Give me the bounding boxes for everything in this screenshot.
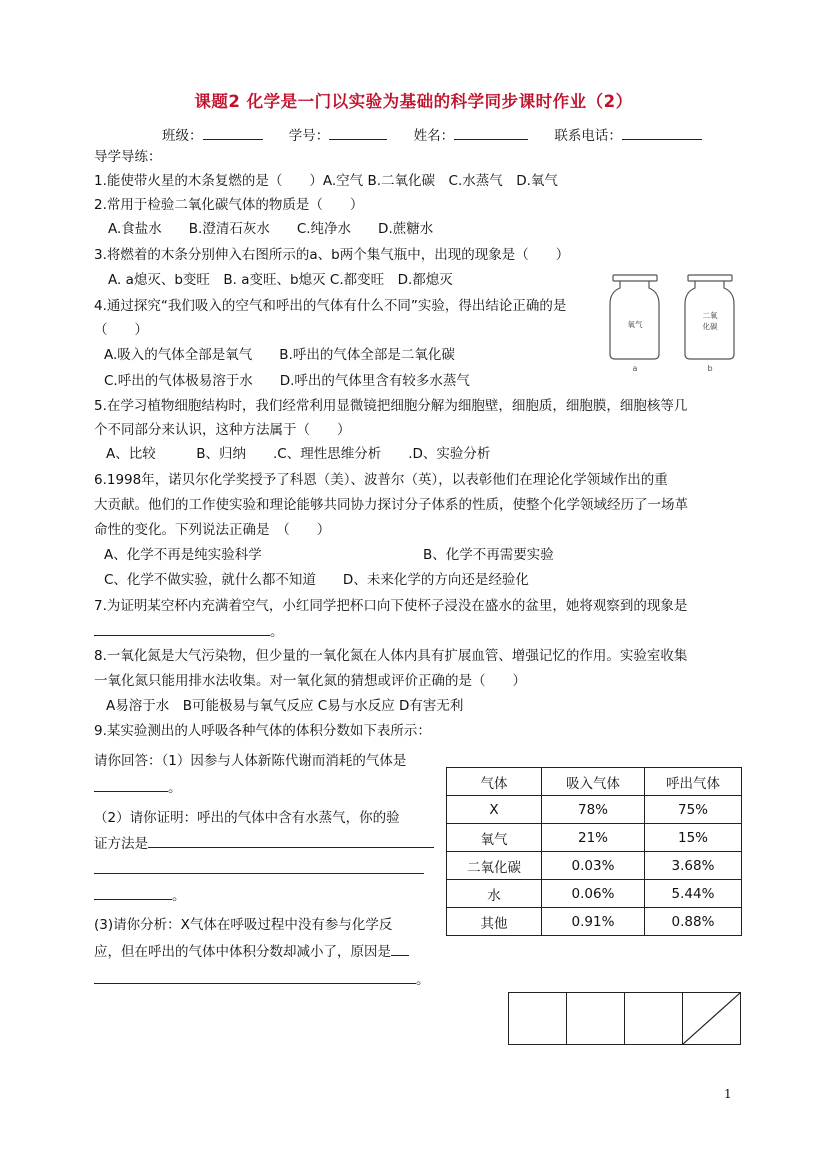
table-cell: 0.91% [542, 908, 645, 936]
bottle-a-caption: a [632, 364, 638, 373]
question-9-part3-line2 [94, 942, 409, 962]
question-9-part2-label: 证方法是 [94, 836, 148, 852]
phone-label: 联系电话： [554, 128, 622, 144]
question-2-options: A.食盐水 B.澄清石灰水 C.纯净水 D.蔗糖水 [108, 221, 434, 237]
page-title: 课题2 化学是一门以实验为基础的科学同步课时作业（2） [194, 92, 633, 111]
question-9-part2-line3 [94, 860, 424, 880]
question-8-line2: 一氧化氮只能用排水法收集。对一氧化氮的猜想或评价正确的是（ ） [94, 673, 526, 689]
table-header-cell: 吸入气体 [542, 768, 645, 796]
question-6-option-b: B、化学不再需要实验 [423, 547, 554, 563]
score-box [508, 992, 741, 1045]
question-3: 3.将燃着的木条分别伸入右图所示的a、b两个集气瓶中，出现的现象是（ ） [94, 247, 570, 263]
question-5-line1: 5.在学习植物细胞结构时，我们经常利用显微镜把细胞分解为细胞壁，细胞质，细胞膜，细胞核等几 [94, 398, 688, 414]
gas-composition-table [446, 767, 742, 936]
bottle-b-caption: b [707, 364, 713, 373]
score-cell-diagonal[interactable] [683, 993, 741, 1045]
page-number: 1 [724, 1087, 732, 1101]
table-cell: 0.03% [542, 852, 645, 880]
table-row [447, 852, 742, 880]
table-header-cell: 呼出气体 [645, 768, 742, 796]
question-9-part3-line1: (3)请你分析：X气体在呼吸过程中没有参与化学反 [94, 917, 393, 933]
question-9-part2-line4 [94, 886, 186, 906]
question-9-part3-line3 [94, 970, 430, 990]
question-9-part3-blank[interactable] [391, 942, 409, 956]
number-field[interactable] [329, 125, 387, 140]
student-info-line [162, 125, 724, 146]
question-9-part2-line1: （2）请你证明：呼出的气体中含有水蒸气，你的验 [94, 810, 400, 826]
gas-bottles-figure [606, 272, 736, 377]
score-cell[interactable] [567, 993, 625, 1045]
question-9-part2-line2 [94, 834, 434, 854]
bottle-a-label: 氧气 [627, 320, 643, 329]
table-cell: 5.44% [645, 880, 742, 908]
question-7-answer-blank[interactable] [94, 622, 270, 636]
question-9-part3-label: 应，但在呼出的气体中体积分数却减小了，原因是 [94, 944, 391, 960]
table-row [447, 796, 742, 824]
table-cell: 78% [542, 796, 645, 824]
section-heading: 导学导练： [94, 149, 162, 165]
question-2: 2.常用于检验二氧化碳气体的物质是（ ） [94, 197, 364, 213]
table-cell: 0.88% [645, 908, 742, 936]
question-9-part1-period: 。 [168, 780, 182, 796]
table-cell: 氧气 [447, 824, 542, 852]
question-7-period: 。 [270, 624, 284, 640]
question-9-part1: 请你回答：（1）因参与人体新陈代谢而消耗的气体是 [94, 753, 407, 769]
score-cell[interactable] [625, 993, 683, 1045]
table-row [447, 824, 742, 852]
question-6-line3: 命性的变化。下列说法正确是 （ ） [94, 522, 331, 538]
table-cell: 水 [447, 880, 542, 908]
table-cell: 21% [542, 824, 645, 852]
question-9: 9.某实验测出的人呼吸各种气体的体积分数如下表所示： [94, 723, 431, 739]
question-9-part3-blank-2[interactable] [94, 970, 416, 984]
table-cell: X [447, 796, 542, 824]
table-header-row [447, 768, 742, 796]
table-cell: 其他 [447, 908, 542, 936]
question-5-line2: 个不同部分来认识，这种方法属于（ ） [94, 422, 351, 438]
bottle-a [610, 275, 659, 359]
score-cell[interactable] [509, 993, 567, 1045]
table-row [447, 908, 742, 936]
number-label: 学号： [288, 128, 330, 144]
question-9-part1-blank[interactable] [94, 778, 168, 792]
phone-field[interactable] [622, 125, 702, 140]
question-1: 1.能使带火星的木条复燃的是（ ）A.空气 B.二氧化碳 C.水蒸气 D.氧气 [94, 173, 558, 189]
question-3-options: A. a熄灭、b变旺 B. a变旺、b熄灭 C.都变旺 D.都熄灭 [108, 272, 453, 288]
table-cell: 3.68% [645, 852, 742, 880]
bottle-b-label-line2: 化碳 [702, 322, 718, 331]
class-field[interactable] [203, 125, 263, 140]
question-6-line2: 大贡献。他们的工作使实验和理论能够共同协力探讨分子体系的性质，使整个化学领域经历了一场革 [94, 497, 688, 513]
class-label: 班级： [162, 128, 203, 144]
table-row [447, 880, 742, 908]
question-9-part3-period: 。 [416, 972, 430, 988]
question-6-options-cd: C、化学不做实验，就什么都不知道 D、未来化学的方向还是经验化 [104, 572, 529, 588]
question-9-part2-period: 。 [172, 888, 186, 904]
table-cell: 15% [645, 824, 742, 852]
question-7-answer-line [94, 622, 284, 642]
diagonal-line [683, 993, 740, 1044]
question-7: 7.为证明某空杯内充满着空气，小红同学把杯口向下使杯子浸没在盛水的盆里，她将观察到的现象是 [94, 598, 688, 614]
question-8-line1: 8.一氧化氮是大气污染物，但少量的一氧化氮在人体内具有扩展血管、增强记忆的作用。实验室收集 [94, 648, 688, 664]
question-4-options-cd: C.呼出的气体极易溶于水 D.呼出的气体里含有较多水蒸气 [104, 373, 470, 389]
question-9-part2-blank-2[interactable] [94, 860, 424, 874]
question-4: 4.通过探究“我们吸入的空气和呼出的气体有什么不同”实验，得出结论正确的是 [94, 298, 567, 314]
question-6-option-a: A、化学不再是纯实验科学 [104, 547, 262, 563]
question-6-line1: 6.1998年，诺贝尔化学奖授予了科恩（美）、波普尔（英），以表彰他们在理论化学领域作出的重 [94, 472, 668, 488]
bottle-b-label-line1: 二氧 [702, 311, 718, 320]
table-cell: 75% [645, 796, 742, 824]
table-cell: 二氧化碳 [447, 852, 542, 880]
question-5-options: A、比较 B、归纳 .C、理性思维分析 .D、实验分析 [106, 446, 491, 462]
question-8-options: A易溶于水 B可能极易与氧气反应 C易与水反应 D有害无利 [106, 698, 464, 714]
name-field[interactable] [454, 125, 528, 140]
table-cell: 0.06% [542, 880, 645, 908]
name-label: 姓名： [413, 128, 455, 144]
question-9-part2-blank-3[interactable] [94, 886, 172, 900]
question-9-part2-blank[interactable] [148, 834, 434, 848]
question-9-part1-answer [94, 778, 182, 798]
table-header-cell: 气体 [447, 768, 542, 796]
question-4-options-ab: A.吸入的气体全部是氧气 B.呼出的气体全部是二氧化碳 [104, 347, 455, 363]
question-4-answer-paren: （ ） [94, 322, 148, 338]
